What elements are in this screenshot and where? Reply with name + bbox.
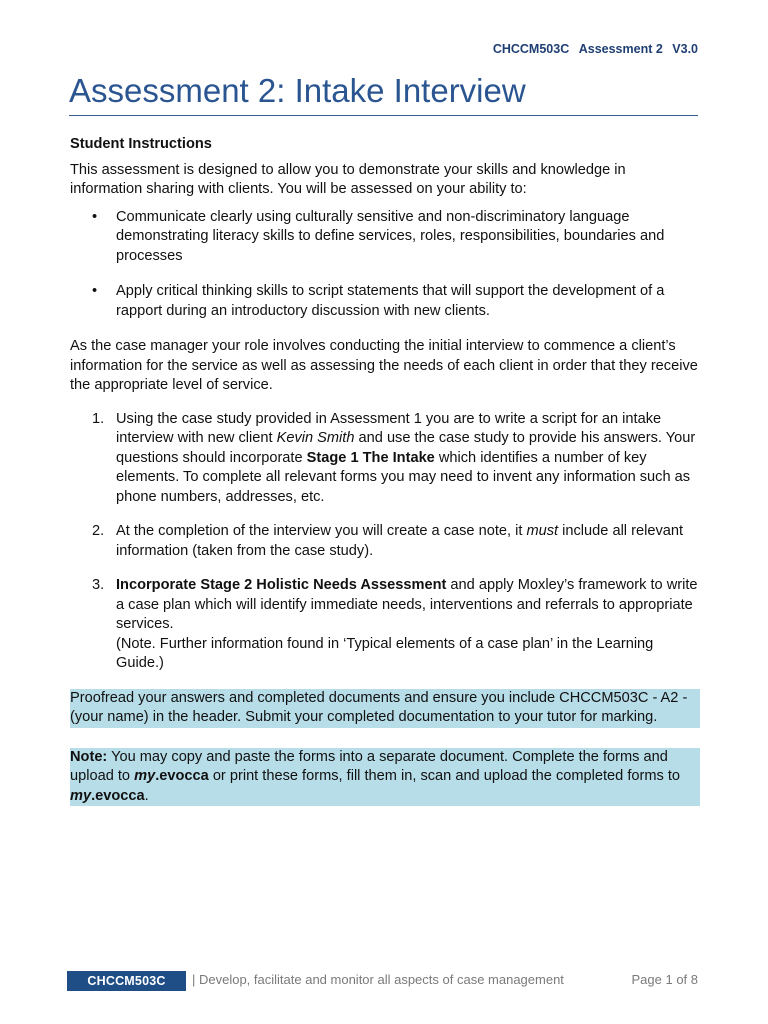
footer-description: | Develop, facilitate and monitor all aspects of case management [192, 972, 564, 987]
proofread-callout: Proofread your answers and completed documents and ensure you include CHCCM503C - A2 - (your name) in the header. Submit your completed documentation to your tutor for marking. [70, 689, 700, 728]
role-paragraph: As the case manager your role involves conducting the initial interview to commence a client’s information for the service as well as assessing the needs of each client in order that they receive the appropriate level of service. [70, 338, 698, 393]
footer-unit-badge: CHCCM503C [67, 971, 186, 991]
steps-list [70, 410, 700, 674]
list-item: • Apply critical thinking skills to script statements that will support the development of a rapport during an introductory discussion with new clients. [92, 283, 665, 319]
bullet-icon: • [92, 283, 98, 299]
document-header [487, 42, 698, 56]
page-title: Assessment 2: Intake Interview [69, 72, 698, 116]
header-unit-code: CHCCM503C [492, 42, 570, 56]
note-callout: Note: You may copy and paste the forms into a separate document. Complete the forms and upload to my.evocca or print these forms, fill them in, scan and upload the completed forms to my.evocca. [70, 748, 700, 807]
intro-paragraph: This assessment is designed to allow you to demonstrate your skills and knowledge in information sharing with clients. You will be assessed on your ability to: [70, 161, 626, 197]
step-item: 3. Incorporate Stage 2 Holistic Needs Assessment and apply Moxley’s framework to write a case plan which will identify immediate needs, interventions and referrals to appropriate services. (Note. Further information found in ‘Typical elements of a case plan’ in the Learning Guide.) [92, 577, 698, 671]
skills-list [70, 208, 700, 322]
header-assessment: Assessment 2 [578, 42, 663, 56]
client-name: Kevin Smith [276, 430, 355, 446]
step-note: (Note. Further information found in ‘Typical elements of a case plan’ in the Learning Guide.) [116, 635, 654, 671]
step-item: 2. At the completion of the interview you will create a case note, it must include all relevant information (taken from the case study). [92, 523, 684, 559]
page-number: Page 1 of 8 [631, 972, 698, 987]
document-body [70, 135, 700, 806]
list-item: • Communicate clearly using culturally sensitive and non-discriminatory language demonstrating literacy skills to define services, roles, responsibilities, boundaries and processes [92, 208, 665, 264]
header-version: V3.0 [672, 42, 698, 56]
instructions-heading: Student Instructions [70, 136, 212, 152]
step-item: 1. Using the case study provided in Assessment 1 you are to write a script for an intake interview with new client Kevin Smith and use the case study to provide his answers. Your questions should incorporate Stage 1 The Intake which identifies a number of key elements. To complete all relevant forms you may need to invent any information such as phone numbers, addresses, etc. [92, 410, 696, 505]
bullet-icon: • [92, 208, 98, 225]
